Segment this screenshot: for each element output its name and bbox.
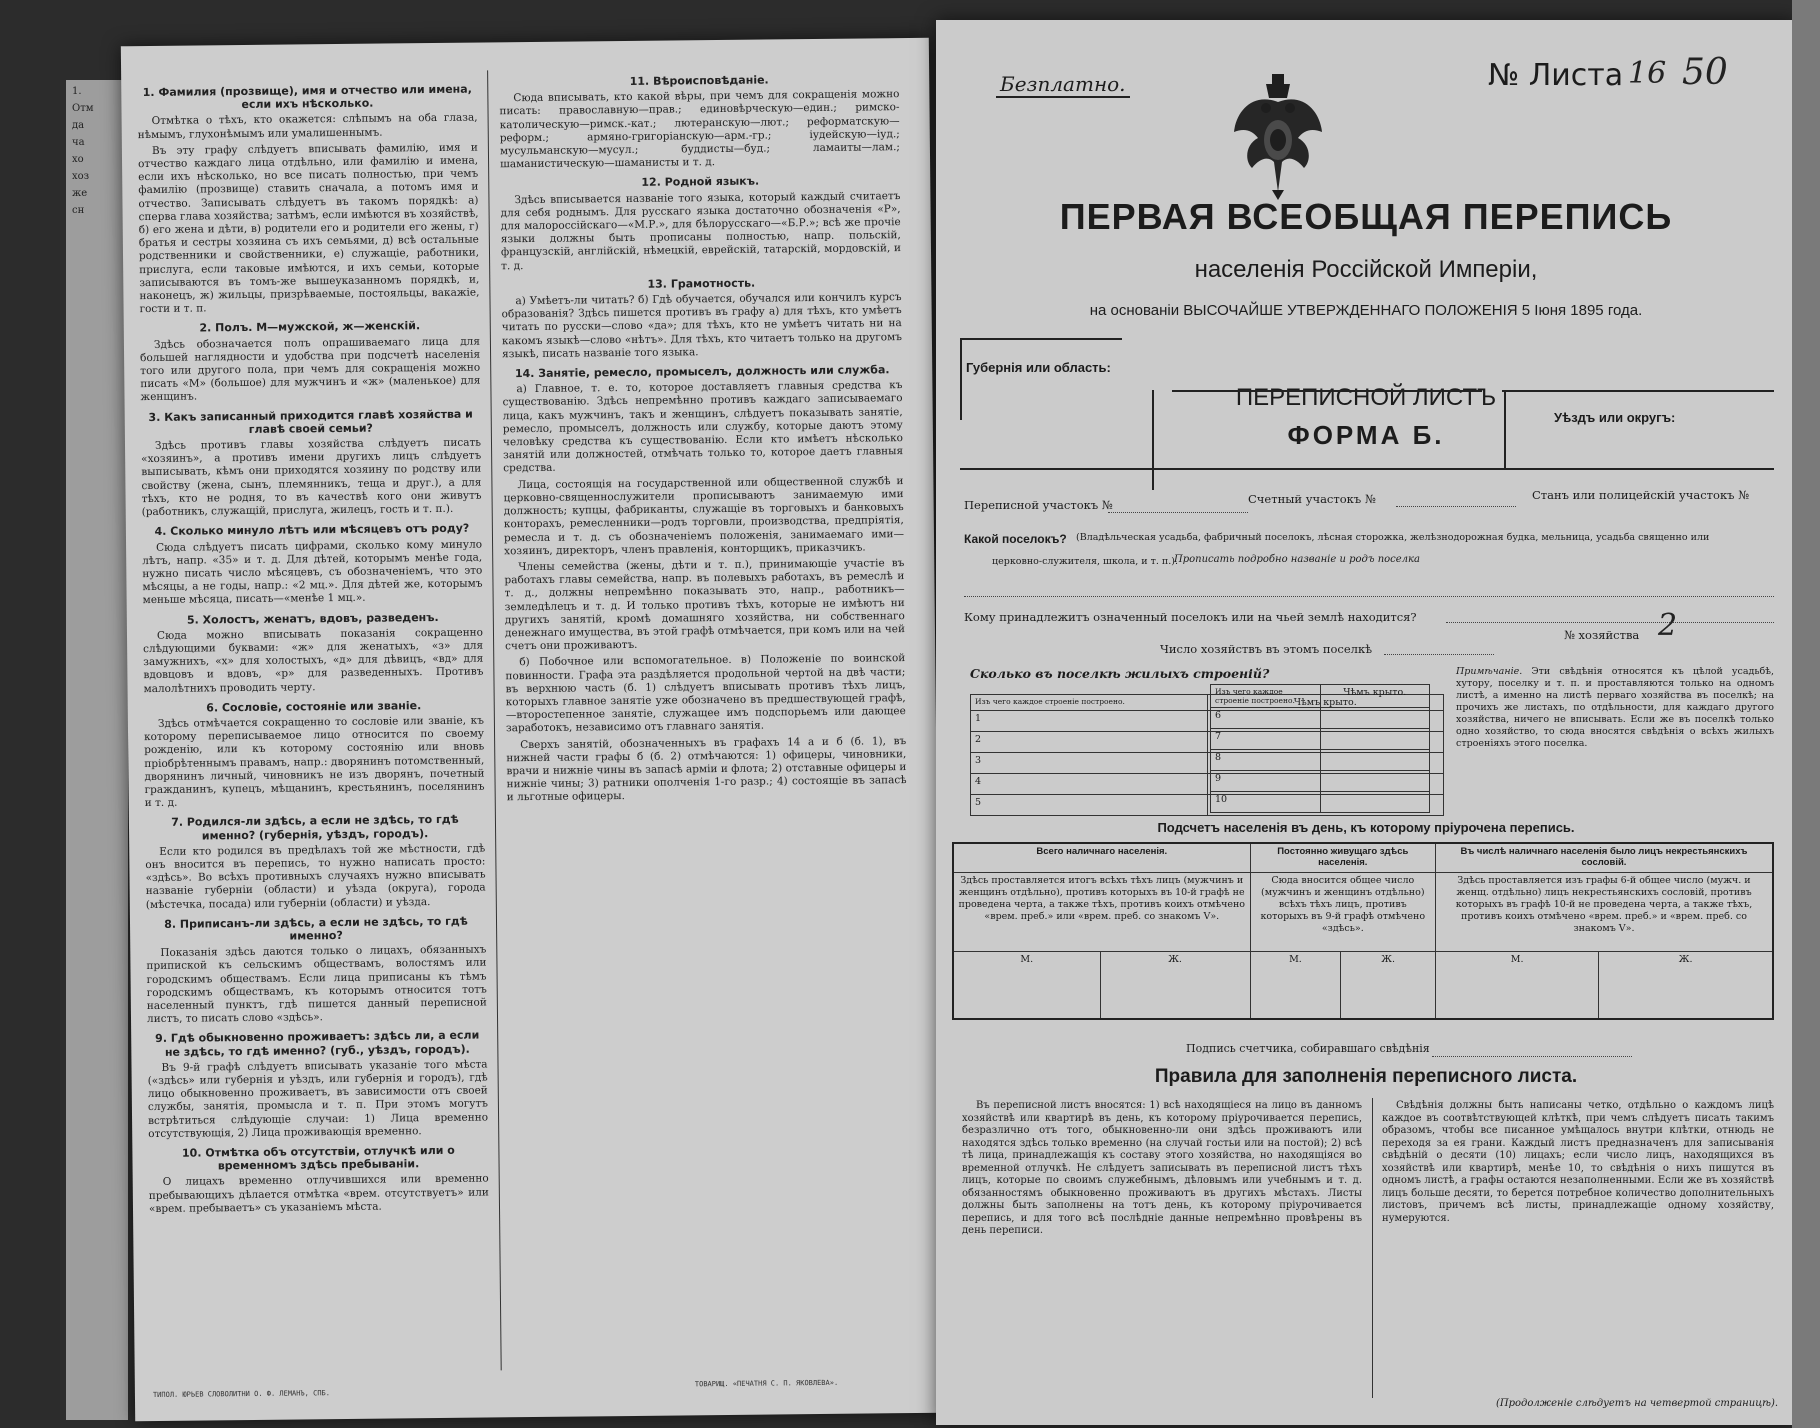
signature-line: [1432, 1056, 1632, 1057]
instruction-text: Сюда вписывать, кто какой вѣры, при чемъ для сокращенія можно писать: православную—прав.; единовѣрческую—един.; римско-католическую—римск.-кат.; лютеранскую—лют.; реформатскую—реформ.; армяно-григоріанскую—арм.-гр.; іудейскую—іуд.; мусульманскую—мусул.; буддисты—буд.; ламаиты—лам.; шаманистическую—шаманисты и т. д.: [499, 88, 900, 171]
count-col-header: Въ числѣ наличнаго населенія было лицъ некрестьянскихъ сословій.: [1435, 843, 1773, 873]
settlement-hint-2: церковно-служителя, школа, и т. п.).: [992, 556, 1178, 567]
female-count-cell: Ж.: [1100, 952, 1250, 1020]
instruction-text: Здѣсь обозначается полъ опрашиваемаго лица для большей наглядности и удобства при подсчетѣ населенія того или другого пола, при чемъ для сокращенія можно писать «М» (большое) для мужчинъ и «ж» (маленькое) для женщинъ.: [140, 335, 481, 404]
bld-cell: [1320, 750, 1430, 771]
instruction-heading: 11. Вѣроисповѣданіе.: [629, 73, 769, 88]
settlement-instruction: Прописать подробно названіе и родъ поселка: [1174, 554, 1420, 565]
instruction-text: Если кто родился въ предѣлахъ той же мѣстности, гдѣ онъ вносится въ перепись, то нужно написать просто: «здѣсь». Во всѣхъ противныхъ случаяхъ нужно вписывать названіе губерніи (области) и уѣзда (округа), города (мѣстечка, посада) или губерніи (области) и уѣзда.: [145, 842, 486, 911]
form-box-divider: [1504, 392, 1506, 470]
strip-text: да: [72, 120, 85, 131]
strip-text: хоз: [72, 171, 90, 182]
bld-row: 7: [1211, 729, 1321, 750]
bld-cell: [1320, 729, 1430, 750]
settlement-question: Какой поселокъ?: [964, 532, 1067, 546]
instruction-text: а) Умѣетъ-ли читать? б) Гдѣ обучается, обучался или кончилъ курсъ образованія? Здѣсь пишется противъ въ графу а) для тѣхъ, кто умѣетъ читать по русски—слово «да»; для тѣхъ, кто не умѣетъ читать ни на какомъ языкѣ—слово «нѣтъ». Для тѣхъ, кто читаетъ только на другомъ языкѣ, писать названіе того языка.: [501, 291, 902, 361]
count-col-body: Сюда вносится общее число (мужчинъ и женщинъ отдѣльно) всѣхъ тѣхъ лицъ, противъ которыхъ въ 9-й графѣ отмѣчено «здѣсь».: [1250, 873, 1435, 952]
bld-cell: [1320, 708, 1430, 729]
continued-note: (Продолженіе слѣдуетъ на четвертой страницѣ).: [1496, 1398, 1779, 1409]
rules-text-left: Въ переписной листъ вносятся: 1) всѣ находящіеся на лицо въ данномъ хозяйствѣ или квартирѣ въ день, къ которому пріурочивается перепись, безразлично отъ того, обыкновенно-ли они здѣсь проживаютъ или находятся здѣсь только временно (на случай гостьи или на постой); 2) всѣ тѣ лица, принадлежащія къ составу этого хозяйства, но находящіяся во временной отлучкѣ. Не слѣдуетъ записывать въ переписной листъ тѣхъ лицъ, которые по своимъ служебнымъ, дѣловымъ или учебнымъ и т. д. обязанностямъ обыкновенно проживаютъ въ другихъ мѣстахъ. Листы должны быть заполнены на тотъ день, къ которому пріурочивается перепись, и для того всѣ послѣдніе данные непремѣнно провѣрены въ день переписи.: [962, 1100, 1362, 1236]
instruction-text: О лицахъ временно отлучившихся или временно пребывающихъ дѣлается отмѣтка «врем. отсутствуетъ» или «врем. пребываетъ» съ указаніемъ мѣста.: [148, 1172, 489, 1215]
instruction-text: б) Побочное или вспомогательное. в) Положеніе по воинской повинности. Графа эта раздѣляется продольной чертой на двѣ части; въ верхнюю часть (б. 1) слѣдуетъ вписывать противъ тѣхъ лицъ, которыхъ главное занятіе уже обозначено въ предшествующей графѣ, —второстепенное занятіе, служащее имъ подспорьемъ или дающее заработокъ, независимо отъ главнаго занятія.: [505, 652, 906, 735]
bld-col-header: Изъ чего каждое строеніе построено.: [971, 695, 1208, 711]
instruction-text: Сюда слѣдуетъ писать цифрами, сколько кому минуло лѣтъ, напр. «35» и т. д. Для дѣтей, которымъ менѣе года, нужно писать число мѣсяцевъ, съ обозначеніемъ, что это мѣсяцы, а не годы, напр.: «2 мц.». Для дѣтей же, которымъ меньше мѣсяца, писать—«менѣе 1 мц.».: [142, 538, 483, 607]
instruction-text: а) Главное, т. е. то, которое доставляетъ главныя средства къ существованію. Здѣсь непремѣнно противъ каждаго записываемаго лица, какъ мужчинъ, такъ и женщинъ, слѣдуетъ показывать занятіе, ремесло, промыселъ, должность или службу, которые даютъ этому человѣку средства къ существованію. Если кто имѣетъ нѣсколько занятій или должностей, отмѣчать только то, которое даетъ главныя средства.: [502, 379, 904, 475]
instruction-text: Сюда можно вписывать показанія сокращенно слѣдующими буквами: «ж» для женатыхъ, «з» для замужнихъ, «х» для холостыхъ, «д» для дѣвицъ, «вд» для вдовцовъ и вдовъ, «р» для разведенныхъ. Противъ малолѣтнихъ проводить черту.: [143, 626, 484, 695]
settlement-hint: (Владѣльческая усадьба, фабричный поселокъ, лѣсная сторожка, желѣзнодорожная будка, мельница, усадьба священно или: [1076, 532, 1710, 543]
bld-col-header: Чѣмъ крыто.: [1320, 685, 1430, 708]
census-form-page: [936, 20, 1796, 1425]
bld-row: 6: [1211, 708, 1321, 729]
instruction-text: Здѣсь отмѣчается сокращенно то сословіе или званіе, къ которому переписываемое лицо относится по своему рожденію, или къ которому состоянію или вновь пріобрѣтеннымъ правамъ, напр.: дворянинъ потомственный, дворянинъ личный, чиновникъ не изъ дворянъ, почетный гражданинъ, купецъ, мѣщанинъ, крестьянинъ, поселянинъ и т. д.: [143, 714, 485, 810]
instruction-heading: 2. Полъ. М—мужской, ж—женскій.: [199, 319, 421, 335]
strip-text: ча: [72, 137, 85, 148]
household-number-label: № хозяйства: [1564, 628, 1640, 642]
bld-cell: [1320, 792, 1430, 813]
count-col-header: Постоянно живущаго здѣсь населенія.: [1250, 843, 1435, 873]
households-label: Число хозяйствъ въ этомъ поселкѣ: [1160, 642, 1373, 656]
bld-row: 1: [971, 711, 1208, 732]
rules-title: Правила для заполненія переписного листа.: [1154, 1066, 1578, 1087]
buildings-note: [1456, 666, 1774, 750]
fill-line: [1446, 622, 1774, 623]
count-col-body: Здѣсь проставляется итогъ всѣхъ тѣхъ лицъ (мужчинъ и женщинъ отдѣльно), противъ которыхъ въ 10-й графѣ не проведена черта, а также тѣхъ, противъ коихъ отмѣчено «врем. преб.» или «врем. преб. со знакомъ V».: [953, 873, 1250, 952]
count-title: Подсчетъ населенія въ день, къ которому пріурочена перепись.: [1157, 820, 1575, 835]
count-col-header: Всего наличнаго населенія.: [953, 843, 1250, 873]
rules-text-right: Свѣдѣнія должны быть написаны четко, отдѣльно о каждомъ лицѣ каждое въ соотвѣтствующей клѣткѣ, при чемъ слѣдуетъ писать такимъ образомъ, чтобы все писанное умѣщалось внутри клѣтки, отнюдь не переходя за ея грани. Каждый листъ предназначенъ для записыванія свѣдѣній о десяти (10) лицахъ; если число лицъ, находящихся въ хозяйствѣ или квартирѣ, менѣе 10, то свѣдѣнія о нихъ пишутся въ одномъ листѣ, а графы остаются незаполненными. Если же въ хозяйствѣ лицъ больше десяти, то берется потребное количество дополнительныхъ листовъ, причемъ всѣ листы, принадлежащіе одному хозяйству, нумеруются.: [1382, 1100, 1774, 1224]
instruction-heading: 14. Занятіе, ремесло, промыселъ, должность или служба.: [514, 363, 890, 381]
instruction-text: Показанія здѣсь даются только о лицахъ, обязанныхъ припиской къ сельскимъ обществамъ, волостямъ или городскимъ обществамъ. Если лица приписаны къ тѣмъ городскимъ обществамъ, къ которымъ относится тотъ населенный пунктъ, гдѣ пишется данный переписной листъ, то писать слово «здѣсь».: [146, 943, 487, 1026]
female-count-cell: Ж.: [1341, 952, 1436, 1020]
column-divider: [487, 70, 502, 1370]
page-stack-edge: [1792, 0, 1820, 1428]
instruction-heading: 8. Приписанъ-ли здѣсь, а если не здѣсь, то гдѣ именно?: [164, 914, 468, 943]
instruction-text: Здѣсь противъ главы хозяйства слѣдуетъ писать «хозяинъ», а противъ имени другихъ лицъ слѣдуетъ выписывать, кѣмъ они приходятся хозяину по родству или свойству (жена, сынъ, племянникъ, теща и друг.), а для тѣхъ, кто не родня, то въ качествѣ кого они живутъ (работникъ, служащій, прислуга, жилецъ, гость и т. п.).: [141, 436, 482, 519]
note-title: Примѣчаніе.: [1456, 666, 1523, 677]
instruction-text: Лица, состоящія на государственной или общественной службѣ и церковно-священнослужители прописываютъ занимаемую ими должность; купцы, фабриканты, служащіе въ торговыхъ и банковыхъ конторахъ, ремесленники—родъ торговли, производства, предпріятія, ремесла и т. д. съ обозначеніемъ положенія, занимаемаго ими—хозяинъ, директоръ, членъ правленія, конторщикъ, приказчикъ.: [503, 474, 905, 557]
population-count-table: [952, 842, 1774, 1020]
fill-line: [1108, 512, 1248, 513]
rules-divider: [1372, 1098, 1373, 1398]
instruction-text: Въ эту графу слѣдуетъ вписывать фамилію, имя и отчество каждаго лица отдѣльно, или фамилію и имена, если ихъ нѣсколько, но все писать полностью, при чемъ фамилію (прозвище) ставить сначала, а потомъ имя и отчество. Записывать слѣдуетъ въ такомъ порядкѣ: а) сперва глава хозяйства; затѣмъ, если имѣются въ хозяйствѣ, б) его жена и дѣти, в) родители его и родители его жены, г) братья и сестры хозяина съ ихъ семьями, д) всѣ остальные родственники и свойственники, е) служащіе, работники, прислуга, если таковые имѣются, и ихъ семьи, которые записываются въ томъ-же вышеуказанномъ порядкѣ, и, наконецъ, ж) жильцы, призрѣваемые, постояльцы, вакажіе, гости и т. п.: [137, 141, 480, 316]
form-main-title: ПЕРВАЯ ВСЕОБЩАЯ ПЕРЕПИСЬ: [1059, 196, 1673, 237]
bld-row: 10: [1211, 792, 1321, 813]
note-text: Эти свѣдѣнія относятся къ цѣлой усадьбѣ, хутору, поселку и т. п. и проставляются только на одномъ листѣ, а именно на листѣ перваго хозяйства въ поселкѣ; на прочихъ же листахъ, по отдѣльности, для каждаго другого хозяйства, ничего не вписывать. Если же въ поселкѣ только одно хозяйство, то сюда вносятся свѣдѣнія о всѣхъ жилыхъ строеніяхъ этого поселка.: [1456, 666, 1774, 749]
instruction-heading: 13. Грамотность.: [647, 276, 756, 291]
sheet-number-label: № Листа: [1488, 58, 1624, 93]
instruction-heading: 4. Сколько минуло лѣтъ или мѣсяцевъ отъ роду?: [154, 521, 470, 539]
count-col-body: Здѣсь проставляется изъ графы 6-й общее число (мужч. и женщ. отдѣльно) лицъ некрестьянскихъ сословій, противъ которыхъ въ графѣ 10-й не проведена черта, а также тѣхъ, противъ коихъ отмѣчено «врем. преб.» и «врем. преб. со знакомъ V».: [1435, 873, 1773, 952]
printer-imprint: ТИПОЛ. ЮРЬЕВ СЛОВОЛИТНИ О. Ф. ЛЕМАНЪ, СПБ.: [152, 1389, 330, 1400]
buildings-question: Сколько въ поселкѣ жилыхъ строеній?: [970, 666, 1270, 681]
bld-row: 9: [1211, 771, 1321, 792]
printer-imprint: ТОВАРИЩ. «ПЕЧАТНЯ С. П. ЯКОВЛЕВА».: [694, 1378, 839, 1389]
fill-line: [1396, 506, 1516, 507]
strip-text: сн: [72, 205, 85, 216]
male-count-cell: М.: [1250, 952, 1341, 1020]
instructions-column-1: [137, 77, 491, 1375]
form-box-divider: [960, 468, 1774, 470]
underlying-page-strip: [66, 80, 128, 1420]
strip-text: же: [72, 188, 88, 199]
sheet-number-handwritten: 16: [1628, 56, 1667, 91]
instruction-heading: 6. Сословіе, состояніе или званіе.: [206, 698, 422, 715]
instruction-text: Сверхъ занятій, обозначенныхъ въ графахъ 14 а и б (б. 1), въ нижней части графы б (б. 2) отмѣчаются: 1) офицеры, чиновники, врачи и нижніе чины въ запасѣ арміи и флота; 2) отставные офицеры и нижніе чины; 3) ратники ополченія 1-го разр.; 4) состоящіе въ запасѣ и льготные офицеры.: [506, 734, 907, 804]
census-area-label: Переписной участокъ №: [964, 498, 1113, 512]
count-area-label: Счетный участокъ №: [1248, 492, 1376, 506]
instruction-heading: 3. Какъ записанный приходится главѣ хозяйства и главѣ своей семьи?: [148, 407, 473, 436]
instruction-text: Здѣсь вписывается названіе того языка, который каждый считаетъ для себя роднымъ. Для русскаго языка достаточно обозначенія «Р», для малороссійскаго—«М.Р.», для бѣлорусскаго—«Б.Р.»; всѣ же прочіе языки должны быть прописаны полностью, напр. польскій, французскій, англійскій, нѣмецкій, еврейскій, татарскій, мордовскій, и т. д.: [500, 189, 902, 272]
female-count-cell: Ж.: [1599, 952, 1773, 1020]
strip-text: хо: [72, 154, 84, 165]
instruction-heading: 12. Родной языкъ.: [641, 175, 760, 190]
bld-row: 4: [971, 774, 1208, 795]
imperial-eagle-icon: [1232, 72, 1324, 202]
form-type: ФОРМА Б.: [1287, 420, 1445, 450]
fill-line: [964, 596, 1774, 597]
province-label: Губернія или область:: [966, 360, 1111, 375]
instruction-heading: 7. Родился-ли здѣсь, а если не здѣсь, то гдѣ именно? (губернія, уѣздъ, городъ).: [171, 813, 459, 843]
archive-number-handwritten: 50: [1682, 52, 1728, 93]
buildings-table-right: [1210, 684, 1430, 813]
form-title: ПЕРЕПИСНОЙ ЛИСТЪ: [1235, 384, 1497, 411]
bld-row: 2: [971, 732, 1208, 753]
signature-label: Подпись счетчика, собиравшаго свѣдѣнія: [1186, 1042, 1430, 1055]
strip-text: Отм: [72, 103, 94, 114]
instructions-column-2: [499, 66, 913, 1370]
form-box-divider: [1502, 390, 1774, 392]
police-area-label: Станъ или полицейскій участокъ №: [1532, 488, 1749, 502]
bld-row: 5: [971, 795, 1208, 816]
instruction-text: Члены семейства (жены, дѣти и т. п.), принимающіе участіе въ работахъ главы семейства, напр. въ полевыхъ работахъ, въ ремеслѣ и т. д., должны непремѣнно показывать это, напр., работникъ—земледѣлецъ и т. д. И только противъ тѣхъ, которые не имѣютъ ни другихъ занятій, кромѣ домашняго хозяйства, ни собственнаго денежнаго имущества, въ этой графѣ отмѣчается, при комъ или на чей счетъ они проживаютъ.: [504, 556, 906, 653]
household-number-handwritten: 2: [1658, 608, 1678, 643]
male-count-cell: М.: [953, 952, 1100, 1020]
bld-row: 3: [971, 753, 1208, 774]
bld-col-header: Чѣмъ крыто.: [1207, 695, 1444, 711]
bld-col-header: Изъ чего каждое строеніе построено.: [1211, 685, 1321, 708]
bld-cell: [1320, 771, 1430, 792]
district-label: Уѣздъ или округъ:: [1554, 410, 1676, 425]
form-legal-basis: на основаніи ВЫСОЧАЙШЕ УТВЕРЖДЕННАГО ПОЛОЖЕНІЯ 5 Іюня 1895 года.: [1089, 302, 1643, 319]
instruction-heading: 5. Холостъ, женатъ, вдовъ, разведенъ.: [186, 610, 439, 627]
free-label: Безплатно.: [996, 72, 1130, 98]
form-subtitle: населенія Россійской Имперіи,: [1194, 256, 1538, 283]
instructions-page: [121, 38, 943, 1421]
instruction-text: Отмѣтка о тѣхъ, кто окажется: слѣпымъ на оба глаза, нѣмымъ, глухонѣмымъ или умалишеннымъ.: [137, 111, 478, 141]
instruction-heading: 9. Гдѣ обыкновенно проживаетъ: здѣсь ли, а если не здѣсь, то гдѣ именно? (губ., уѣздъ, городъ).: [155, 1028, 480, 1059]
strip-text: 1.: [72, 86, 82, 97]
instruction-text: Въ 9-й графѣ слѣдуетъ вписывать указаніе того мѣста («здѣсь» или губернія и уѣздъ, или губернія и городъ), гдѣ лицо обыкновенно проживаетъ, въ зависимости отъ своей службы, занятія, промысла и т. п. При этомъ могутъ встрѣтиться слѣдующіе случаи: 1) Лица временно отсутствующія, 2) Лица проживающія временно.: [147, 1058, 489, 1140]
bld-row: 8: [1211, 750, 1321, 771]
fill-line: [1384, 654, 1494, 655]
male-count-cell: М.: [1435, 952, 1598, 1020]
instruction-heading: 10. Отмѣтка объ отсутствіи, отлучкѣ или о временномъ здѣсь пребываніи.: [181, 1143, 455, 1173]
form-box-divider: [1172, 390, 1482, 392]
instruction-heading: 1. Фамилия (прозвище), имя и отчество или имена, если ихъ нѣсколько.: [142, 82, 472, 112]
owner-question: Кому принадлежитъ означенный поселокъ или на чьей землѣ находится?: [964, 610, 1417, 624]
